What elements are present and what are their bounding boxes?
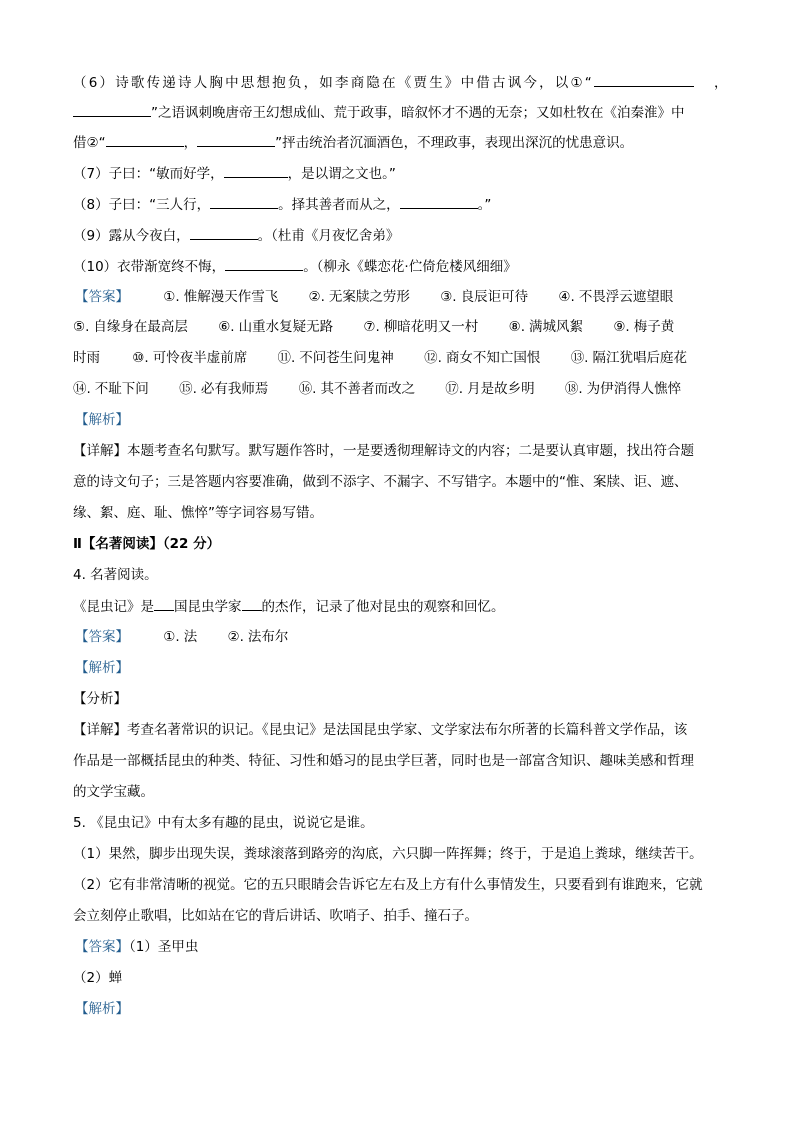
question-3-9 <box>73 225 399 245</box>
answer-item: ⑰. 月是故乡明 <box>445 381 535 397</box>
detail-text: 本题考查名句默写。默写题作答时，一是要透彻理解诗文的内容；二是要认真审题，找出符合题 <box>127 443 694 459</box>
answer-item: ⑱. 为伊消得人憔悴 <box>564 381 682 397</box>
answer-item: ⑭. 不耻下问 <box>73 381 149 397</box>
question-text: ， <box>714 75 730 91</box>
answer-item: ⑥. 山重水复疑无路 <box>218 319 334 335</box>
analysis-label: 【解析】 <box>75 1001 129 1017</box>
question-text: （10）衣带渐宽终不悔， <box>73 259 226 275</box>
analysis-label: 【解析】 <box>75 660 129 676</box>
fill-blank <box>242 596 262 611</box>
analysis-4-line2: 作品是一部概括昆虫的种类、特征、习性和婚习的昆虫学巨著，同时也是一部富含知识、趣味美感和哲理 <box>73 753 694 769</box>
answer-text: （1）圣甲虫 <box>129 939 199 955</box>
section-heading: Ⅱ【名著阅读】（22 分） <box>73 536 221 552</box>
answer-item: ①. 法 <box>163 629 198 645</box>
question-5-sub1: （1）果然，脚步出现失误，粪球滚落到路旁的沟底，六只脚一阵挥舞；终于，于是追上粪球，继续苦干。 <box>73 846 703 862</box>
answer-3-row1 <box>75 287 673 307</box>
question-text: 。” <box>477 197 492 213</box>
detail-label: 【详解】 <box>73 722 127 738</box>
detail-label: 【详解】 <box>73 443 127 459</box>
question-text: （7）子曰：“敏而好学， <box>73 166 224 182</box>
question-3-7 <box>73 163 396 183</box>
question-text: （9）露从今夜白， <box>73 228 190 244</box>
question-4-stem <box>73 596 505 616</box>
answer-item: ⑮. 必有我师焉 <box>179 381 269 397</box>
question-text: 的杰作，记录了他对昆虫的观察和回忆。 <box>261 599 505 615</box>
answer-3-row3 <box>73 348 687 368</box>
question-3-8 <box>73 194 491 214</box>
question-text: ， <box>183 135 198 151</box>
answer-item: ⑩. 可怜夜半虚前席 <box>132 350 248 366</box>
fenxi-label: 【分析】 <box>73 691 127 707</box>
answer-label: 【答案】 <box>75 629 129 645</box>
analysis-label: 【解析】 <box>75 412 129 428</box>
question-text: 。（杜甫《月夜忆舍弟》 <box>257 228 400 244</box>
question-text: ”之语讽刺晚唐帝王幻想成仙、荒于政事，暗叙怀才不遇的无奈；又如杜牧在《泊秦淮》中 <box>151 105 685 121</box>
answer-item: ②. 无案牍之劳形 <box>308 289 410 305</box>
question-3-10 <box>73 256 517 276</box>
answer-item: ⑧. 满城风絮 <box>508 319 584 335</box>
answer-item: ⑦. 柳暗花明又一村 <box>363 319 479 335</box>
question-text: 。择其善者而从之， <box>278 197 400 213</box>
question-3-6-line3 <box>73 132 633 152</box>
question-5-sub2-line2: 会立刻停止歌唱，比如站在它的背后讲话、吹哨子、拍手、撞石子。 <box>73 908 478 924</box>
analysis-3-line1 <box>73 441 694 461</box>
question-5-sub2-line1: （2）它有非常清晰的视觉。它的五只眼睛会告诉它左右及上方有什么事情发生，只要看到有谁跑来，它就 <box>73 877 703 893</box>
question-text: 《昆虫记》是 <box>73 599 154 615</box>
question-text: 。（柳永《蝶恋花·伫倚危楼风细细》 <box>303 259 517 275</box>
fill-blank <box>154 596 174 611</box>
answer-label: 【答案】 <box>75 939 129 955</box>
analysis-3-line2: 意的诗文句子；三是答题内容要准确，做到不添字、不漏字、不写错字。本题中的“惟、案牍、讵、遮、 <box>73 474 688 490</box>
answer-label: 【答案】 <box>75 289 129 305</box>
fill-blank <box>197 132 275 147</box>
question-3-6-line1 <box>73 72 730 92</box>
answer-3-row2 <box>73 317 674 337</box>
question-text: 国昆虫学家 <box>174 599 242 615</box>
question-text: （6）诗歌传递诗人胸中思想抱负，如李商隐在《贾生》中借古讽今，以①“ <box>73 75 594 91</box>
detail-text: 考查名著常识的识记。《昆虫记》是法国昆虫学家、文学家法布尔所著的长篇科普文学作品，该 <box>127 722 688 738</box>
fill-blank <box>400 194 478 209</box>
answer-5-line1 <box>75 937 198 957</box>
question-5-title: 5. 《昆虫记》中有太多有趣的昆虫，说说它是谁。 <box>73 815 374 831</box>
answer-item: ⑪. 不问苍生问鬼神 <box>277 350 394 366</box>
question-text: 借②“ <box>73 135 106 151</box>
analysis-4-line3: 的文学宝藏。 <box>73 784 154 800</box>
question-3-6-line2 <box>73 102 685 122</box>
answer-item: ⑤. 自缘身在最高层 <box>73 319 188 335</box>
fill-blank <box>190 225 258 240</box>
question-text: ”抨击统治者沉湎酒色，不理政事，表现出深沉的忧患意识。 <box>275 135 634 151</box>
answer-item: ①. 惟解漫天作雪飞 <box>163 289 279 305</box>
question-text: （8）子曰：“三人行， <box>73 197 211 213</box>
analysis-3-line3: 缘、絮、庭、耻、憔悴”等字词容易写错。 <box>73 505 323 521</box>
fill-blank <box>224 163 288 178</box>
answer-item: ④. 不畏浮云遮望眼 <box>558 289 674 305</box>
fill-blank <box>106 132 184 147</box>
fill-blank <box>210 194 278 209</box>
answer-item: ⑬. 隔江犹唱后庭花 <box>570 350 687 366</box>
question-4-title: 4. 名著阅读。 <box>73 567 158 583</box>
fill-blank <box>594 72 694 87</box>
answer-item: ⑯. 其不善者而改之 <box>298 381 415 397</box>
answer-item: ③. 良辰讵可待 <box>440 289 529 305</box>
analysis-4-line1 <box>73 720 687 740</box>
answer-item: 时雨 <box>73 350 100 366</box>
answer-item: ②. 法布尔 <box>227 629 289 645</box>
fill-blank <box>225 256 303 271</box>
answer-5-line2: （2）蝉 <box>73 970 123 986</box>
answer-4 <box>75 627 288 647</box>
answer-item: ⑫. 商女不知亡国恨 <box>424 350 541 366</box>
answer-3-row4 <box>73 379 681 399</box>
answer-item: ⑨. 梅子黄 <box>613 319 675 335</box>
question-text: ，是以谓之文也。” <box>287 166 396 182</box>
fill-blank <box>73 102 151 117</box>
